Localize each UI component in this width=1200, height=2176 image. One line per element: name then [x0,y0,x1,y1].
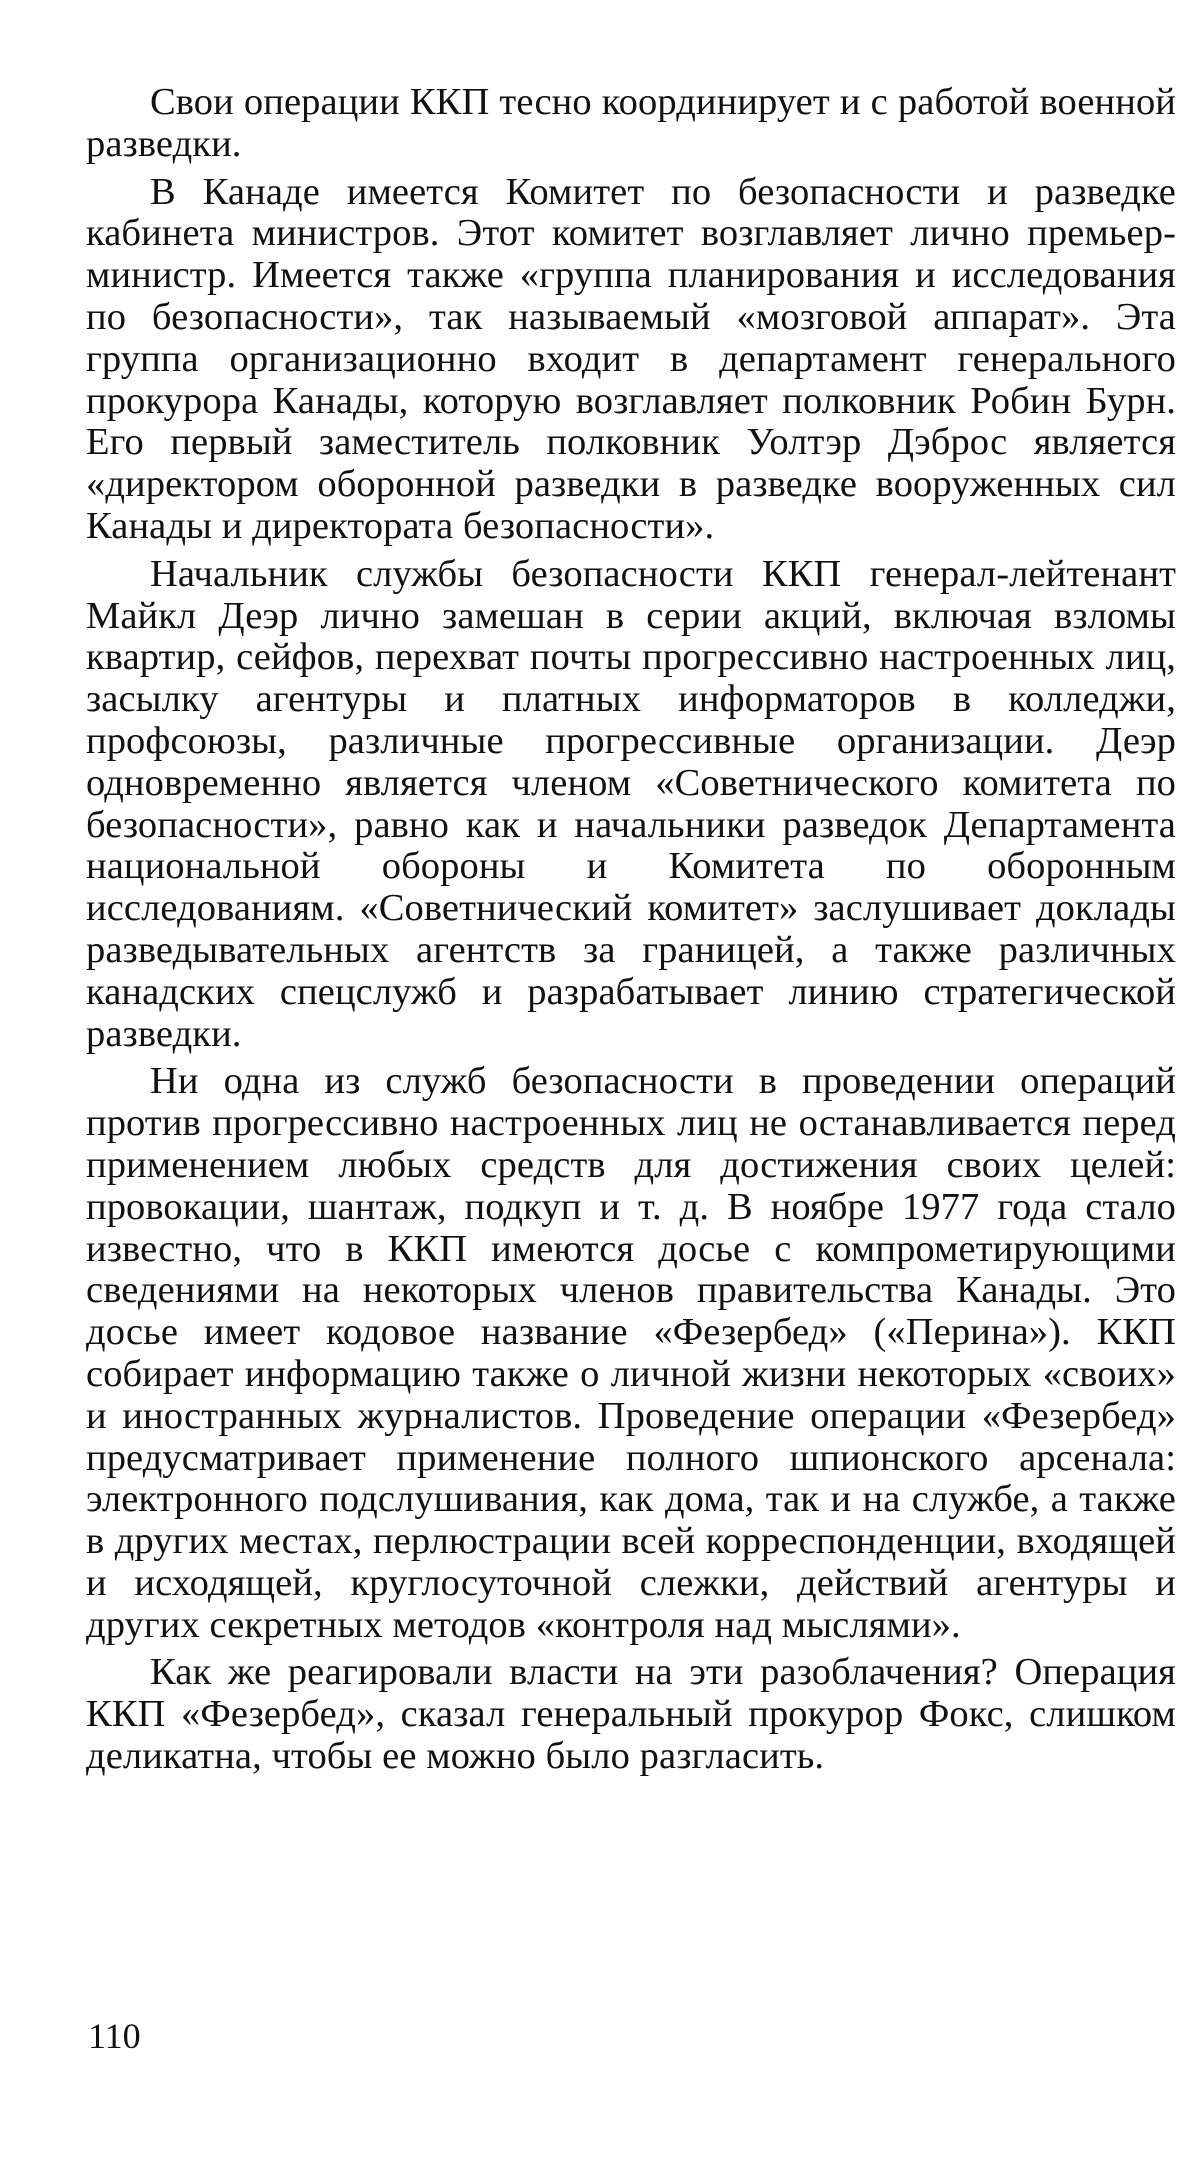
paragraph-4: Ни одна из служб безопасности в проведении операций против прогрессивно настроенных лиц не останавливается перед применением любых средств для достижения своих целей: провокации, шантаж, подкуп и т. д. В ноябре 1977 года стало известно, что в ККП имеются досье с компрометирующими сведениями на некоторых членов правительства Канады. Это досье имеет кодовое название «Фезербед» («Перина»). ККП собирает информацию также о личной жизни некоторых «своих» и иностранных журналистов. Проведение операции «Фезербед» предусматривает применение полного шпионского арсенала: электронного подслушивания, как дома, так и на службе, а также в других местах, перлюстрации всей корреспонденции, входящей и исходящей, круглосуточной слежки, действий агентуры и других секретных методов «контроля над мыслями». [86,1060,1176,1646]
document-body [86,82,1176,1778]
paragraph-1: Свои операции ККП тесно координирует и с работой военной разведки. [86,81,1176,165]
paragraph-3: Начальник службы безопасности ККП генерал-лейтенант Майкл Деэр лично замешан в серии акций, включая взломы квартир, сейфов, перехват почты прогрессивно настроенных лиц, засылку агентуры и платных информаторов в колледжи, профсоюзы, различные прогрессивные организации. Деэр одновременно является членом «Советнического комитета по безопасности», равно как и начальники разведок Департамента национальной обороны и Комитета по оборонным исследованиям. «Советнический комитет» заслушивает доклады разведывательных агентств за границей, а также различных канадских спецслужб и разрабатывает линию стратегической разведки. [86,552,1176,1055]
paragraph-2: В Канаде имеется Комитет по безопасности и разведке кабинета министров. Этот комитет возглавляет лично премьер-министр. Имеется также «группа планирования и исследования по безопасности», так называемый «мозговой аппарат». Эта группа организационно входит в департамент генерального прокурора Канады, которую возглавляет полковник Робин Бурн. Его первый заместитель полковник Уолтэр Дэброс является «директором оборонной разведки в разведке вооруженных сил Канады и директората безопасности». [86,170,1176,547]
paragraph-5: Как же реагировали власти на эти разоблачения? Операция ККП «Фезербед», сказал генеральный прокурор Фокс, слишком деликатна, чтобы ее можно было разгласить. [86,1651,1176,1778]
page-number: 110 [88,2016,141,2056]
